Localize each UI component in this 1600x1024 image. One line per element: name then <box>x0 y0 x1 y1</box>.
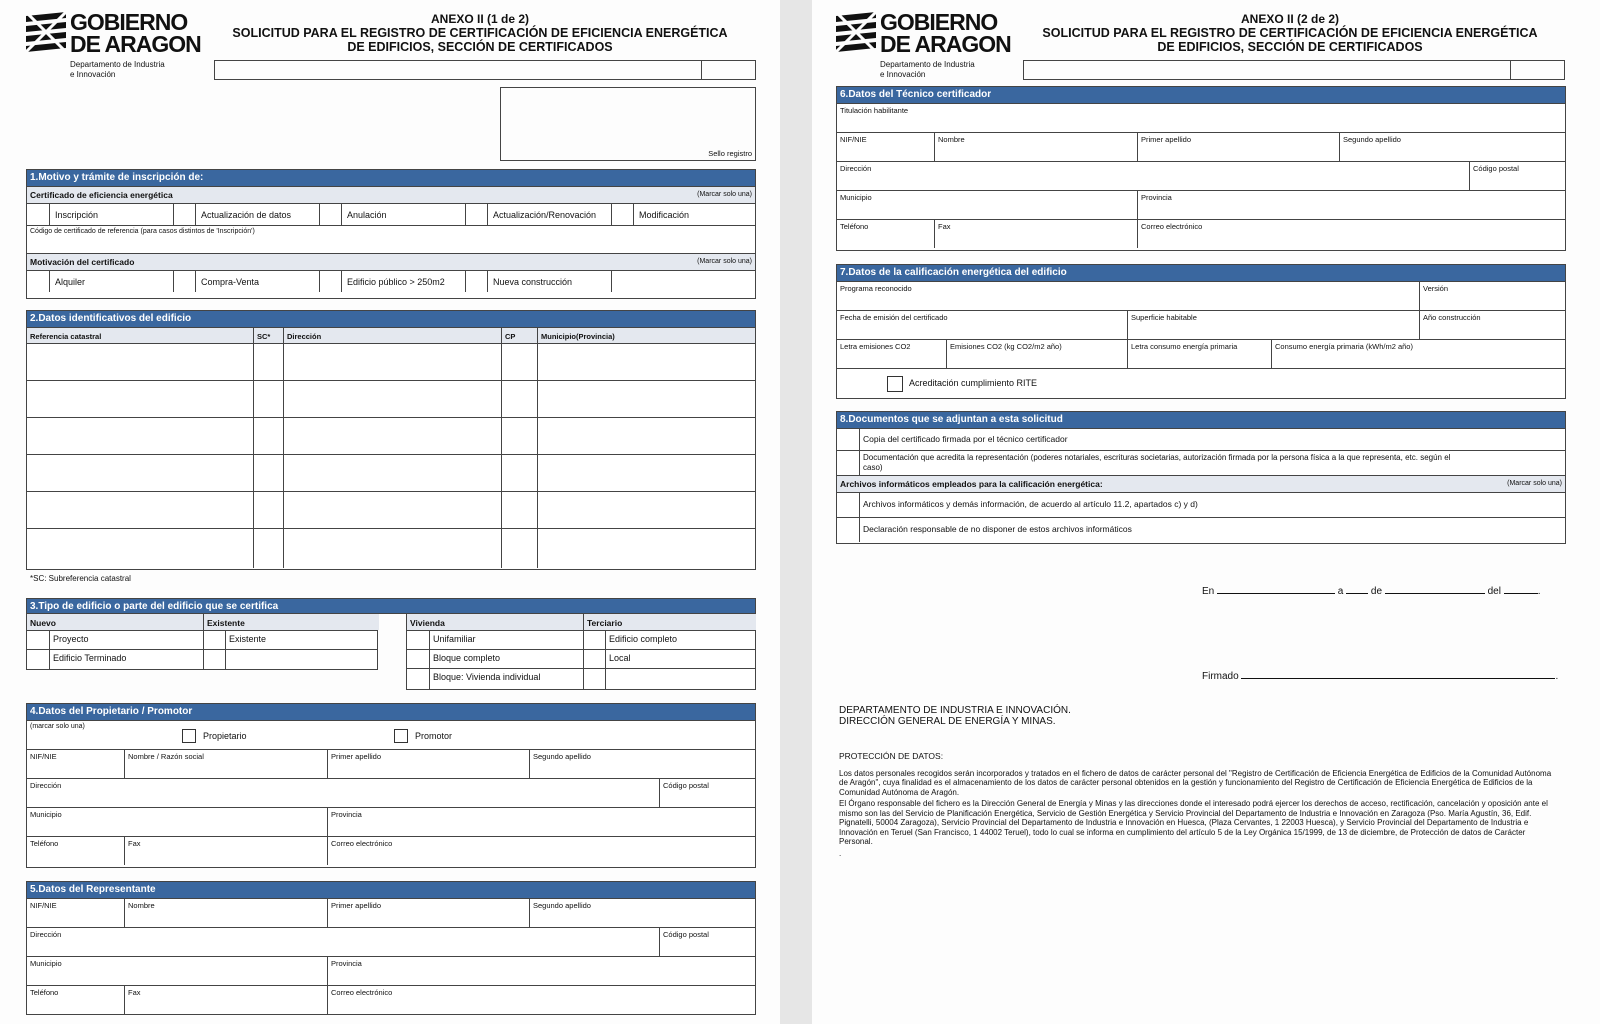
s6-row-telefono <box>837 219 1565 248</box>
s5-row-direccion <box>27 927 755 956</box>
s6-direccion-field[interactable]: Dirección <box>840 164 872 173</box>
s7-letra-co2-field[interactable]: Letra emisiones CO2 <box>840 342 911 351</box>
s1-tramites-row <box>27 203 755 225</box>
s4-tipo-row <box>27 720 755 749</box>
mes-input[interactable] <box>1385 584 1485 594</box>
s6-nif-field[interactable]: NIF/NIE <box>840 135 867 144</box>
section-8 <box>836 411 1566 544</box>
s4-nombre-field[interactable]: Nombre / Razón social <box>124 750 327 778</box>
s7-anio-field[interactable]: Año construcción <box>1419 311 1566 339</box>
dept-line2: DIRECCIÓN GENERAL DE ENERGÍA Y MINAS. <box>839 716 1056 727</box>
col-municipio: Municipio(Provincia) <box>537 328 756 343</box>
s2-table-row[interactable] <box>27 528 755 568</box>
section-5-header: 5.Datos del Representante <box>27 882 755 898</box>
anio-input[interactable] <box>1504 584 1538 594</box>
label-arch2: Declaración responsable de no disponer de estos archivos informáticos <box>859 518 1565 542</box>
checkbox-doc1[interactable] <box>837 429 859 450</box>
section-1-header: 1.Motivo y trámite de inscripción de: <box>27 170 755 186</box>
s8-sub-archivos: Archivos informáticos empleados para la calificación energética: (Marcar solo una) <box>837 475 1565 492</box>
s7-fecha-field[interactable]: Fecha de emisión del certificado <box>840 313 948 322</box>
title-line2: DE EDIFICIOS, SECCIÓN DE CERTIFICADOS <box>347 40 613 54</box>
checkbox-renovacion[interactable] <box>465 204 487 225</box>
checkbox-edificio-completo[interactable] <box>585 632 603 648</box>
opt-edificio-completo: Edificio completo <box>609 634 678 644</box>
logo-line1: GOBIERNO <box>70 9 188 35</box>
s7-row-emisiones <box>837 339 1565 368</box>
title-line2: DE EDIFICIOS, SECCIÓN DE CERTIFICADOS <box>1157 40 1423 54</box>
s3-existente-header: Existente <box>203 614 379 630</box>
s3-vivienda-header: Vivienda <box>407 614 583 630</box>
s8-row-arch2 <box>837 517 1565 542</box>
checkbox-vivienda-individual[interactable] <box>409 670 427 686</box>
s6-ape1-field[interactable]: Primer apellido <box>1137 133 1339 161</box>
checkbox-proyecto[interactable] <box>29 632 47 648</box>
prot-title: PROTECCIÓN DE DATOS: <box>839 751 944 761</box>
s1-sub-certificado: Certificado de eficiencia energética (Marcar solo una) <box>27 186 755 203</box>
section-2 <box>26 310 756 570</box>
opt-local: Local <box>609 653 631 663</box>
logo-dept1: Departamento de Industria <box>880 60 975 69</box>
sign-a: a <box>1337 586 1344 597</box>
section-1 <box>26 169 756 299</box>
annex-label: ANEXO II (1 de 2) <box>430 12 530 26</box>
gobierno-aragon-logo <box>836 10 1026 82</box>
checkbox-modificacion[interactable] <box>611 204 633 225</box>
section-3 <box>26 598 756 692</box>
register-number-field[interactable] <box>214 60 756 80</box>
prot-paragraph-1: Los datos personales recogidos serán incorporados y tratados en el fichero de datos de carácter personal del "Registro de Certificación de Eficiencia Energética de Edificios de la Comunidad Autónoma de Aragón", cuya finalidad es el almacenamiento de los datos de carácter personal obtenidos en la gestión y funcionamiento del Registro de Certificación de Eficiencia Energética de Edificios de la Comunidad Autónoma de Aragón. <box>839 768 1552 797</box>
aragon-stripes-icon <box>26 12 66 54</box>
sign-de: de <box>1370 586 1383 597</box>
s3-terciario-header: Terciario <box>583 614 756 630</box>
s4-ape2-field[interactable]: Segundo apellido <box>529 750 756 778</box>
s4-direccion-field[interactable]: Dirección <box>30 781 62 790</box>
s6-telefono-field[interactable]: Teléfono <box>840 222 869 231</box>
tramite-actualizacion: Actualización de datos <box>195 204 319 225</box>
sello-label: Sello registro <box>708 149 752 158</box>
logo-line2: DE ARAGON <box>880 31 1011 57</box>
title-line1: SOLICITUD PARA EL REGISTRO DE CERTIFICACIÓN DE EFICIENCIA ENERGÉTICA <box>232 26 728 40</box>
sello-registro-box <box>500 87 756 161</box>
section-2-header: 2.Datos identificativos del edificio <box>27 311 755 327</box>
dept-footer <box>839 705 1071 727</box>
codigo-referencia-label: Código de certificado de referencia (para casos distintos de 'Inscripción') <box>30 228 255 235</box>
col-direccion: Dirección <box>283 328 501 343</box>
sign-del: del <box>1487 586 1501 597</box>
s2-col-headers <box>27 327 755 343</box>
opt-existente: Existente <box>229 634 267 644</box>
section-6-header: 6.Datos del Técnico certificador <box>837 87 1565 103</box>
s7-consumo-ep-field[interactable]: Consumo energía primaria (kWh/m2 año) <box>1271 340 1566 368</box>
checkbox-arch2[interactable] <box>837 518 859 542</box>
s7-letra-ep-field[interactable]: Letra consumo energía primaria <box>1127 340 1271 368</box>
title-line1: SOLICITUD PARA EL REGISTRO DE CERTIFICACIÓN DE EFICIENCIA ENERGÉTICA <box>1042 26 1538 40</box>
checkbox-arch1[interactable] <box>837 493 859 517</box>
label-rite: Acreditación cumplimiento RITE <box>909 378 1038 388</box>
s5-nombre-field[interactable]: Nombre <box>124 899 327 927</box>
opt-edificio-terminado: Edificio Terminado <box>53 653 127 663</box>
s6-row-municipio <box>837 190 1565 219</box>
s8-row-doc2 <box>837 450 1565 475</box>
register-number-field[interactable] <box>1023 60 1565 80</box>
s5-municipio-field[interactable]: Municipio <box>30 959 62 968</box>
s5-ape1-field[interactable]: Primer apellido <box>327 899 529 927</box>
s6-municipio-field[interactable]: Municipio <box>840 193 872 202</box>
s7-row-programa <box>837 281 1565 310</box>
opt-vivienda-individual: Bloque: Vivienda individual <box>433 672 541 682</box>
checkbox-actualizacion[interactable] <box>173 204 195 225</box>
s7-superficie-field[interactable]: Superficie habitable <box>1127 311 1419 339</box>
s2-table-row[interactable] <box>27 491 755 528</box>
col-cp: CP <box>501 328 537 343</box>
tramite-anulacion: Anulación <box>341 204 465 225</box>
section-5 <box>26 881 756 1015</box>
checkbox-inscripcion[interactable] <box>27 204 49 225</box>
motivo-nueva-construccion: Nueva construcción <box>487 271 611 292</box>
form-page-2 <box>812 0 1600 1024</box>
s2-table-row[interactable] <box>27 380 755 417</box>
checkbox-nueva-construccion[interactable] <box>465 271 487 292</box>
s6-ape2-field[interactable]: Segundo apellido <box>1339 133 1566 161</box>
logo-line1: GOBIERNO <box>880 9 998 35</box>
section-6 <box>836 86 1566 251</box>
s5-row-telefono <box>27 985 755 1014</box>
checkbox-unifamiliar[interactable] <box>409 632 427 648</box>
firma-input[interactable] <box>1241 669 1555 679</box>
sign-en: En <box>1202 586 1215 597</box>
lugar-input[interactable] <box>1217 584 1335 594</box>
s6-row-titulacion <box>837 103 1565 132</box>
s2-table-row[interactable] <box>27 343 755 380</box>
s6-email-field[interactable]: Correo electrónico <box>1137 220 1566 248</box>
tramite-renovacion: Actualización/Renovación <box>487 204 611 225</box>
logo-dept2: e Innovación <box>880 70 926 79</box>
s4-telefono-field[interactable]: Teléfono <box>30 839 59 848</box>
logo-line2: DE ARAGON <box>70 31 201 57</box>
s2-table-row[interactable] <box>27 417 755 454</box>
motivo-alquiler: Alquiler <box>49 271 173 292</box>
checkbox-rite[interactable] <box>887 376 903 392</box>
dia-input[interactable] <box>1346 584 1368 594</box>
section-4 <box>26 703 756 868</box>
s4-row-nombre <box>27 749 755 778</box>
label-arch1: Archivos informáticos y demás información, de acuerdo al artículo 11.2, apartados c) y d) <box>859 493 1565 517</box>
s6-nombre-field[interactable]: Nombre <box>934 133 1137 161</box>
s7-row-fecha <box>837 310 1565 339</box>
s5-cp-field[interactable]: Código postal <box>659 928 756 956</box>
label-propietario: Propietario <box>203 731 247 741</box>
s6-row-nombre <box>837 132 1565 161</box>
s4-provincia-field[interactable]: Provincia <box>327 808 756 836</box>
checkbox-existente[interactable] <box>205 632 223 648</box>
firma-line: Firmado . <box>1202 671 1559 682</box>
section-3-header: 3.Tipo de edificio o parte del edificio que se certifica <box>26 598 756 614</box>
s1-sub-motivacion: Motivación del certificado (Marcar solo una) <box>27 253 755 270</box>
tramite-inscripcion: Inscripción <box>49 204 173 225</box>
checkbox-doc2[interactable] <box>837 451 859 475</box>
s5-provincia-field[interactable]: Provincia <box>327 957 756 985</box>
checkbox-edificio-publico[interactable] <box>319 271 341 292</box>
motivo-blank <box>611 271 756 292</box>
s1-codigo-row[interactable] <box>27 225 755 253</box>
s4-fax-field[interactable]: Fax <box>124 837 327 865</box>
s8-row-arch1 <box>837 492 1565 517</box>
s4-nif-field[interactable]: NIF/NIE <box>30 752 57 761</box>
s8-row-doc1 <box>837 428 1565 450</box>
checkbox-alquiler[interactable] <box>27 271 49 292</box>
s5-direccion-field[interactable]: Dirección <box>30 930 62 939</box>
label-doc2: Documentación que acredita la representación (poderes notariales, escrituras societarias, autorización firmada por la persona física a la que representa, etc. según el caso) <box>859 451 1565 475</box>
motivo-compraventa: Compra-Venta <box>195 271 319 292</box>
s4-ape1-field[interactable]: Primer apellido <box>327 750 529 778</box>
s4-row-telefono <box>27 836 755 865</box>
section-8-header: 8.Documentos que se adjuntan a esta solicitud <box>837 412 1565 428</box>
logo-dept1: Departamento de Industria <box>70 60 165 69</box>
s5-row-municipio <box>27 956 755 985</box>
checkbox-compraventa[interactable] <box>173 271 195 292</box>
s6-titulacion-field[interactable]: Titulación habilitante <box>840 106 909 115</box>
page2-title <box>1020 12 1560 54</box>
s4-email-field[interactable]: Correo electrónico <box>327 837 756 865</box>
s7-programa-field[interactable]: Programa reconocido <box>840 284 912 293</box>
s5-ape2-field[interactable]: Segundo apellido <box>529 899 756 927</box>
checkbox-edificio-terminado[interactable] <box>29 651 47 667</box>
section-7-header: 7.Datos de la calificación energética del edificio <box>837 265 1565 281</box>
lugar-fecha-line: En a de del . <box>1202 586 1541 597</box>
tramite-modificacion: Modificación <box>633 204 756 225</box>
s4-row-direccion <box>27 778 755 807</box>
s7-row-rite <box>837 368 1565 398</box>
s2-table-row[interactable] <box>27 454 755 491</box>
s4-mark-label: (marcar solo una) <box>30 723 85 730</box>
s7-emis-co2-field[interactable]: Emisiones CO2 (kg CO2/m2 año) <box>946 340 1127 368</box>
s5-nif-field[interactable]: NIF/NIE <box>30 901 57 910</box>
s1-motivos-row <box>27 270 755 292</box>
proteccion-datos <box>839 752 1561 860</box>
checkbox-promotor[interactable] <box>394 729 408 743</box>
s3-nuevo-header: Nuevo <box>27 614 203 630</box>
col-sc: SC* <box>253 328 283 343</box>
s6-fax-field[interactable]: Fax <box>934 220 1137 248</box>
col-referencia-catastral: Referencia catastral <box>30 332 102 341</box>
section-7 <box>836 264 1566 399</box>
label-promotor: Promotor <box>415 731 453 741</box>
motivo-edificio-publico: Edificio público > 250m2 <box>341 271 465 292</box>
checkbox-local[interactable] <box>585 651 603 667</box>
sign-firmado: Firmado <box>1202 671 1239 682</box>
s3-nuevo-existente <box>26 614 378 670</box>
logo-dept2: e Innovación <box>70 70 116 79</box>
checkbox-propietario[interactable] <box>182 729 196 743</box>
form-page-1 <box>0 0 780 1024</box>
prot-end: . <box>839 848 842 858</box>
s5-telefono-field[interactable]: Teléfono <box>30 988 59 997</box>
page1-title <box>210 12 750 54</box>
s6-cp-field[interactable]: Código postal <box>1469 162 1566 190</box>
s6-row-direccion <box>837 161 1565 190</box>
checkbox-bloque-completo[interactable] <box>409 651 427 667</box>
s5-fax-field[interactable]: Fax <box>124 986 327 1014</box>
sc-note: *SC: Subreferencia catastral <box>30 574 131 583</box>
section-4-header: 4.Datos del Propietario / Promotor <box>27 704 755 720</box>
s4-cp-field[interactable]: Código postal <box>659 779 756 807</box>
s7-version-field[interactable]: Versión <box>1419 282 1566 310</box>
s3-vivienda-terciario <box>406 614 756 690</box>
opt-bloque-completo: Bloque completo <box>433 653 501 663</box>
s5-row-nombre <box>27 898 755 927</box>
gobierno-aragon-logo <box>26 10 216 82</box>
s4-municipio-field[interactable]: Municipio <box>30 810 62 819</box>
opt-proyecto: Proyecto <box>53 634 89 644</box>
s5-email-field[interactable]: Correo electrónico <box>327 986 756 1014</box>
aragon-stripes-icon <box>836 12 876 54</box>
annex-label: ANEXO II (2 de 2) <box>1240 12 1340 26</box>
label-doc1: Copia del certificado firmada por el técnico certificador <box>859 429 1565 450</box>
s6-provincia-field[interactable]: Provincia <box>1137 191 1566 219</box>
dept-line1: DEPARTAMENTO DE INDUSTRIA E INNOVACIÓN. <box>839 705 1071 716</box>
s4-row-municipio <box>27 807 755 836</box>
checkbox-anulacion[interactable] <box>319 204 341 225</box>
prot-paragraph-2: El Órgano responsable del fichero es la Dirección General de Energía y Minas y las direcciones donde el interesado podrá ejercer los derechos de acceso, rectificación, cancelación y oposición ante el mismo son las del Servicio de Planificación Energética, Servicio de Gestión Energética y Servicio Provincial del Departamento de Industria e Innovación en Zaragoza (Pso. María Agustín, 36, Edif. Pignatelli, 50004 Zaragoza), Servicio Provincial del Departamento de Industria e Innovación en Huesca, (Plaza Cervantes, 1 22003 Huesca), y Servicio Provincial del Departamento de Industria e Innovación en Teruel (San Francisco, 1 44002 Teruel), todo lo cual se informa en cumplimiento del artículo 5 de la Ley Orgánica 15/1999, de 13 de diciembre, de Protección de datos de Carácter Personal. <box>839 799 1548 846</box>
opt-unifamiliar: Unifamiliar <box>433 634 476 644</box>
